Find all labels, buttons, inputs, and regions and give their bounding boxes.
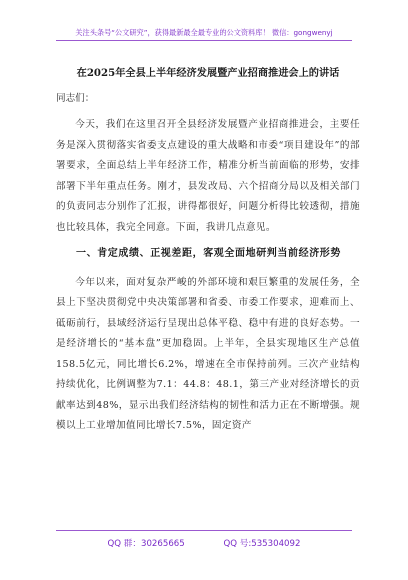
paragraph-section-1: 今年以来，面对复杂严峻的外部环境和艰巨繁重的发展任务，全县上下坚决贯彻党中央决策部署和省委、市委工作要求，迎难而上、砥砺前行，县域经济运行呈现出总体平稳、稳中有进的良好态势。一是经济增长的“基本盘”更加稳固。上半年，全县实现地区生产总值158.5亿元，同比增长6.2%，增速在全市保持前列。三次产业结构持续优化，比例调整为7.1：44.8：48.1，第三产业对经济增长的贡献率达到48%，显示出我们经济结构的韧性和活力正在不断增强。规模以上工业增加值同比增长7.5%，固定资产	[56, 276, 360, 431]
document-body	[56, 64, 360, 437]
footer-qq-group: QQ 群：30265665	[107, 539, 185, 549]
footer	[0, 537, 408, 549]
footer-qq-number: QQ 号:535304092	[223, 539, 301, 549]
footer-divider	[56, 530, 352, 531]
paragraph-intro: 今天，我们在这里召开全县经济发展暨产业招商推进会，主要任务是深入贯彻落实省委支点建设的重大战略和市委“项目建设年”的部署要求，全面总结上半年经济工作，精准分析当前面临的形势，安排部署下半年重点任务。刚才，县发改局、六个招商分局以及相关部门的负责同志分别作了汇报，讲得都很好，问题分析得比较透彻，措施也比较具体，我完全同意。下面，我讲几点意见。	[56, 119, 360, 233]
header-divider	[56, 40, 352, 41]
document-title: 在2025年全县上半年经济发展暨产业招商推进会上的讲话	[76, 67, 340, 79]
header-banner: 关注头条号“公文研究”，获得最新最全最专业的公文资料库！ 微信：gongwenyj	[75, 28, 333, 37]
section-heading-1: 一、肯定成绩、正视差距，客观全面地研判当前经济形势	[76, 248, 341, 259]
salutation: 同志们：	[56, 93, 95, 104]
